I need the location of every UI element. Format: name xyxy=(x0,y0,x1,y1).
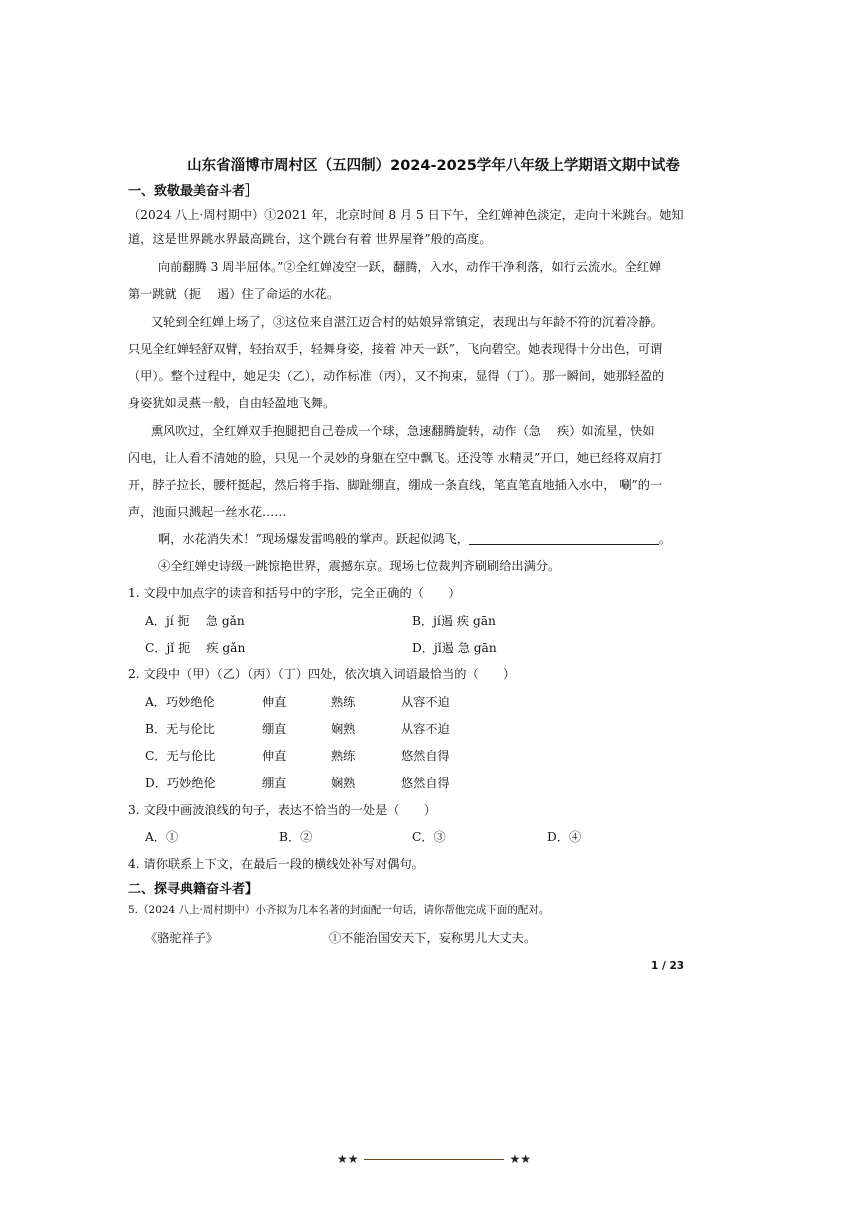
q2-option-d-word: 娴熟 xyxy=(331,776,356,790)
passage-line: 开，脖子拉长，腰杆挺起，然后将手指、脚趾绷直，绷成一条直线，笔直笔直地插入水中， 唰”的一 xyxy=(128,478,663,492)
question-5-stem: 5.（2024 八上·周村期中）小齐拟为几本名著的封面配一句话，请你帮他完成下面的配对。 xyxy=(128,904,550,916)
q2-option-a[interactable]: A．巧妙绝伦 xyxy=(145,695,215,709)
passage-text: 啊，水花消失术！”现场爆发雷鸣般的掌声。跃起似鸿飞， xyxy=(158,532,469,546)
q2-option-c-word: 熟练 xyxy=(331,749,356,763)
passage-line: 又轮到全红婵上场了，③这位来自湛江迈合村的姑娘异常镇定，表现出与年龄不符的沉着冷静。 xyxy=(151,315,663,329)
q2-option-a-word: 熟练 xyxy=(331,695,356,709)
q5-book-title: 《骆驼祥子》 xyxy=(145,931,219,945)
passage-line: 声，池面只溅起一丝水花…… xyxy=(128,505,287,519)
q2-option-a-word: 从容不迫 xyxy=(401,695,450,709)
q2-option-d[interactable]: D．巧妙绝伦 xyxy=(145,776,216,790)
passage-line: 只见全红婵轻舒双臂，轻抬双手，轻舞身姿，接着 冲天一跃”，飞向碧空。她表现得十分出色，可谓 xyxy=(128,342,663,356)
passage-line: 闪电，让人看不清她的脸，只见一个灵妙的身躯在空中飘飞。还没等 水精灵”开口，她已经将双肩打 xyxy=(128,451,663,465)
passage-line: （甲）。整个过程中，她足尖（乙），动作标准（丙），又不拘束，显得（丁）。那一瞬间，她那轻盈的 xyxy=(128,369,665,383)
q2-option-b-word: 从容不迫 xyxy=(401,722,450,736)
passage-line: 道，这是世界跳水界最高跳台，这个跳台有着 世界屋脊”般的高度。 xyxy=(128,232,492,246)
answer-blank[interactable] xyxy=(469,532,659,545)
q2-option-b-word: 绷直 xyxy=(262,722,287,736)
passage-line: 熏风吹过，全红婵双手抱腿把自己卷成一个球，急速翻腾旋转，动作（急 疾）如流星，快如 xyxy=(151,424,655,438)
passage-text-end: 。 xyxy=(658,532,672,546)
footer-ornament xyxy=(337,1151,531,1167)
q1-option-d[interactable]: D．jǐ遏 急 gān xyxy=(412,641,497,655)
q1-option-a[interactable]: A．jí 扼 急 gǎn xyxy=(145,614,245,628)
question-4-stem: 4. 请你联系上下文，在最后一段的横线处补写对偶句。 xyxy=(128,857,424,871)
question-1-stem: 1. 文段中加点字的读音和括号中的字形，完全正确的（ ） xyxy=(128,586,461,600)
passage-line: 第一跳就（扼 遏）住了命运的水花。 xyxy=(128,287,340,301)
q3-option-b[interactable]: B．② xyxy=(279,830,313,844)
star-icon: ★★ xyxy=(509,1152,531,1166)
question-3-stem: 3. 文段中画波浪线的句子，表达不恰当的一处是（ ） xyxy=(128,803,437,817)
q2-option-b[interactable]: B．无与伦比 xyxy=(145,722,215,736)
q3-option-a[interactable]: A．① xyxy=(145,830,179,844)
q2-option-a-word: 伸直 xyxy=(262,695,287,709)
q2-option-d-word: 悠然自得 xyxy=(401,776,450,790)
q2-option-d-word: 绷直 xyxy=(262,776,287,790)
page-number: 1 / 23 xyxy=(651,960,685,972)
q5-match-line: ①不能治国安天下，妄称男儿大丈夫。 xyxy=(329,931,537,945)
q1-option-c[interactable]: C．jǐ 扼 疾 gǎn xyxy=(145,641,246,655)
passage-line: 身姿犹如灵燕一般，自由轻盈地飞舞。 xyxy=(128,396,336,410)
passage-line-with-blank xyxy=(158,530,671,548)
q1-option-b[interactable]: B．jí遏 疾 gān xyxy=(412,614,496,628)
passage-line: （2024 八上·周村期中）①2021 年，北京时间 8 月 5 日下午，全红婵神色淡定，走向十米跳台。她知 xyxy=(128,208,684,222)
footer-rule xyxy=(364,1159,504,1160)
section-2-heading: 二、探寻典籍奋斗者】 xyxy=(128,882,259,897)
q2-option-c-word: 悠然自得 xyxy=(401,749,450,763)
q2-option-b-word: 娴熟 xyxy=(331,722,356,736)
star-icon: ★★ xyxy=(337,1152,359,1166)
q2-option-c-word: 伸直 xyxy=(262,749,287,763)
question-2-stem: 2. 文段中（甲）（乙）（丙）（丁）四处，依次填入词语最恰当的（ ） xyxy=(128,667,516,681)
q3-option-d[interactable]: D．④ xyxy=(547,830,582,844)
q2-option-c[interactable]: C．无与伦比 xyxy=(145,749,216,763)
section-1-heading: 一、致敬最美奋斗者］ xyxy=(128,184,259,199)
q3-option-c[interactable]: C．③ xyxy=(412,830,446,844)
page-title: 山东省淄博市周村区（五四制）2024-2025学年八年级上学期语文期中试卷 xyxy=(187,158,680,174)
passage-line: 向前翻腾 3 周半屈体。”②全红婵凌空一跃，翻腾，入水，动作干净利落，如行云流水。全红婵 xyxy=(158,260,662,274)
passage-line: ④全红婵史诗级一跳惊艳世界，震撼东京。现场七位裁判齐刷刷给出满分。 xyxy=(158,559,561,573)
